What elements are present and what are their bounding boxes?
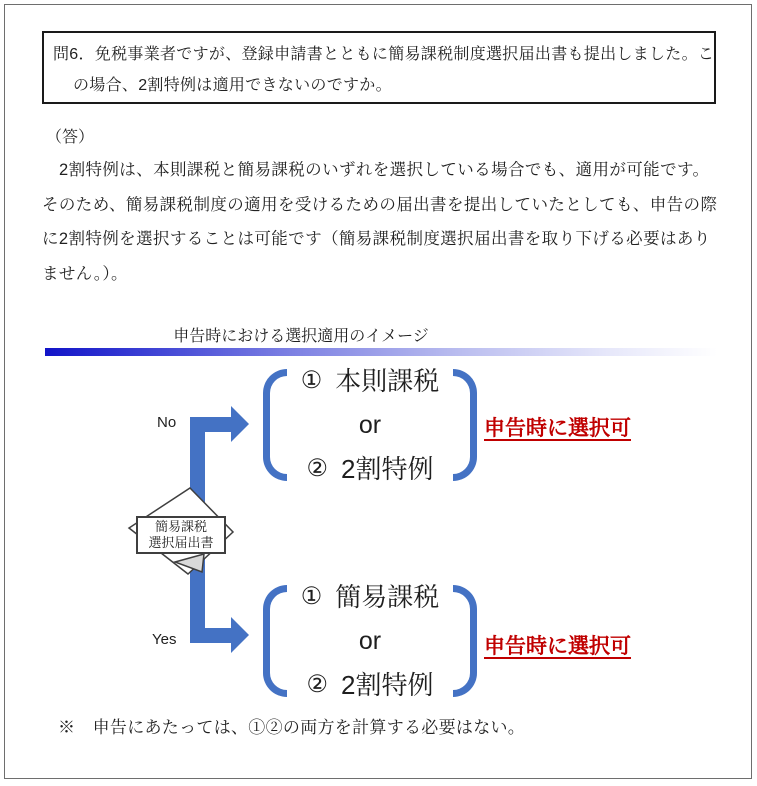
gradient-divider xyxy=(45,348,731,356)
flow-arrow-top-segment xyxy=(190,417,232,432)
top-branch-options xyxy=(288,367,452,483)
bottom-selectable-note: 申告時に選択可 xyxy=(484,635,631,658)
circled-one-icon: ① xyxy=(300,583,323,610)
document-label-line2: 選択届出書 xyxy=(148,535,214,550)
bottom-option-1-label: 簡易課税 xyxy=(335,582,440,612)
top-option-1-label: 本則課税 xyxy=(335,366,440,396)
question-box xyxy=(42,31,716,104)
diagram-title: 申告時における選択適用のイメージ xyxy=(173,328,429,345)
question-text-line1: 問6．免税事業者ですが、登録申請書とともに簡易課税制度選択届出書も提出しました。こ xyxy=(53,46,715,63)
top-or-label: or xyxy=(358,411,382,439)
document-label-line1: 簡易課税 xyxy=(154,519,207,534)
arrow-right-bottom-icon xyxy=(231,617,249,653)
top-option-2 xyxy=(307,455,434,483)
arrow-right-top-icon xyxy=(231,406,249,442)
answer-paragraph xyxy=(42,153,717,291)
bottom-or-label: or xyxy=(358,627,382,655)
circled-two-icon: ② xyxy=(306,671,329,698)
bottom-option-1 xyxy=(301,583,440,611)
yes-label: Yes xyxy=(152,631,177,648)
answer-line4: ません。）。 xyxy=(42,264,128,283)
top-right-bracket-icon xyxy=(453,369,477,481)
bottom-option-2 xyxy=(307,671,434,699)
top-option-2-label: 2割特例 xyxy=(341,454,434,484)
answer-line3: に2割特例を選択することは可能です（簡易課税制度選択届出書を取り下げる必要はあり xyxy=(42,230,711,248)
bottom-option-2-label: 2割特例 xyxy=(341,670,434,700)
top-left-bracket-icon xyxy=(263,369,287,481)
answer-line2: そのため、簡易課税制度の適用を受けるための届出書を提出していたとしても、申告の際 xyxy=(42,195,718,214)
circled-two-icon: ② xyxy=(306,455,329,482)
circled-one-icon: ① xyxy=(300,367,323,394)
answer-heading: （答） xyxy=(46,129,95,146)
top-selectable-note: 申告時に選択可 xyxy=(484,417,631,440)
bottom-branch-options xyxy=(288,583,452,699)
no-label: No xyxy=(157,414,177,431)
bottom-right-bracket-icon xyxy=(453,585,477,697)
flow-arrow-bottom-segment xyxy=(190,628,232,643)
diagram-footnote: ※ 申告にあたっては、①②の両方を計算する必要はない。 xyxy=(58,718,526,737)
answer-line1: 2割特例は、本則課税と簡易課税のいずれを選択している場合でも、適用が可能です。 xyxy=(59,161,710,179)
document-label xyxy=(136,516,226,554)
bottom-left-bracket-icon xyxy=(263,585,287,697)
question-text-line2: の場合、2割特例は適用できないのですか。 xyxy=(73,77,392,94)
top-option-1 xyxy=(301,367,440,395)
